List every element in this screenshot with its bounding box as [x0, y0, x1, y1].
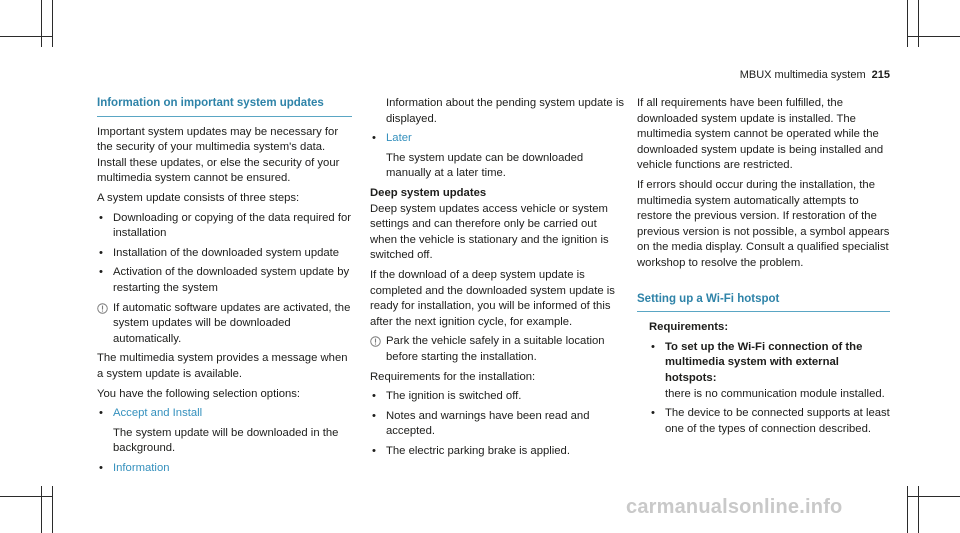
requirements-intro: Requirements for the installation:	[370, 370, 536, 383]
requirements-title: Requirements:	[649, 321, 729, 334]
steps-intro: A system update consists of three steps:	[97, 191, 300, 204]
install-text: If all requirements have been fulfilled, the downloaded system update is installed. The multimedia system cannot be operated while the downloaded system update is being installed and vehicle functions are restricted.	[637, 97, 884, 172]
list-item: • Notes and warnings have been read and accepted.	[372, 409, 590, 438]
header-title: MBUX multimedia system	[739, 69, 866, 81]
error-text: If errors should occur during the installation, the multimedia system automatically attempts to restore the previous version. If restoration of the previous version is not possible, a symbol appears on the media display. Consult a qualified specialist workshop to resolve the problem.	[637, 178, 890, 269]
list-item: • Installation of the downloaded system update	[99, 246, 340, 259]
list-item: • To set up the Wi-Fi connection of the multimedia system with external hotspots: there is no communication module installed.	[651, 340, 885, 400]
info-note-icon	[370, 336, 381, 347]
crop-mark	[918, 0, 919, 47]
option-information: • Information	[99, 461, 170, 474]
list-item: • Downloading or copying of the data required for installation	[99, 211, 352, 240]
crop-mark	[52, 0, 53, 47]
option-description: Information about the pending system update is displayed.	[386, 97, 625, 125]
message-intro: The multimedia system provides a message when a system update is available.	[97, 352, 348, 380]
list-item: • The device to be connected supports at least one of the types of connection described.	[651, 407, 890, 435]
column-1	[97, 96, 352, 480]
crop-mark	[0, 496, 53, 497]
column-3	[637, 96, 890, 441]
section-title-wifi-hotspot: Setting up a Wi-Fi hotspot	[637, 292, 890, 313]
crop-mark	[907, 0, 908, 47]
info-note-icon	[97, 303, 108, 314]
accept-install-link[interactable]: Accept and Install	[113, 407, 203, 420]
crop-mark	[907, 486, 908, 533]
requirement-text: there is no communication module installed.	[665, 387, 885, 400]
note: Park the vehicle safely in a suitable location before starting the installation.	[370, 334, 625, 365]
options-intro: You have the following selection options:	[97, 387, 301, 400]
crop-mark	[41, 486, 42, 533]
section-title-system-updates: Information on important system updates	[97, 96, 352, 117]
option-later: • Later	[372, 132, 412, 145]
option-description: The system update can be downloaded manually at a later time.	[386, 151, 584, 180]
note: If automatic software updates are activated, the system updates will be downloaded automatically.	[97, 301, 352, 348]
deep-updates-text-2: If the download of a deep system update is completed and the downloaded system update is ready for installation, you will be informed of this after the next ignition cycle, for example.	[370, 268, 615, 328]
list-item: • The ignition is switched off.	[372, 390, 522, 403]
crop-mark	[0, 36, 53, 37]
crop-mark	[907, 496, 960, 497]
crop-mark	[918, 486, 919, 533]
crop-mark	[41, 0, 42, 47]
information-link[interactable]: Information	[113, 461, 170, 474]
list-item: • Activation of the downloaded system update by restarting the system	[99, 266, 350, 294]
intro-text: Important system updates may be necessary for the security of your multimedia system's data. Install these updates, or else the security of your multimedia system cannot be ensured.	[97, 125, 340, 185]
crop-mark	[907, 36, 960, 37]
list-item: • The electric parking brake is applied.	[372, 444, 570, 457]
option-accept-install: • Accept and Install	[99, 407, 203, 420]
page-header	[740, 68, 890, 84]
deep-updates-text: Deep system updates access vehicle or system settings and can therefore only be carried out when the vehicle is stationary and the ignition is switched off.	[370, 202, 609, 262]
watermark: carmanualsonline.info	[626, 496, 843, 518]
column-2	[370, 96, 625, 463]
requirement-bold: To set up the Wi-Fi connection of the multimedia system with external hotspots:	[665, 340, 863, 384]
deep-updates-title: Deep system updates	[370, 186, 487, 199]
later-link[interactable]: Later	[386, 132, 412, 145]
page-number: 215	[871, 69, 890, 81]
option-description: The system update will be downloaded in the background.	[113, 426, 339, 455]
crop-mark	[52, 486, 53, 533]
